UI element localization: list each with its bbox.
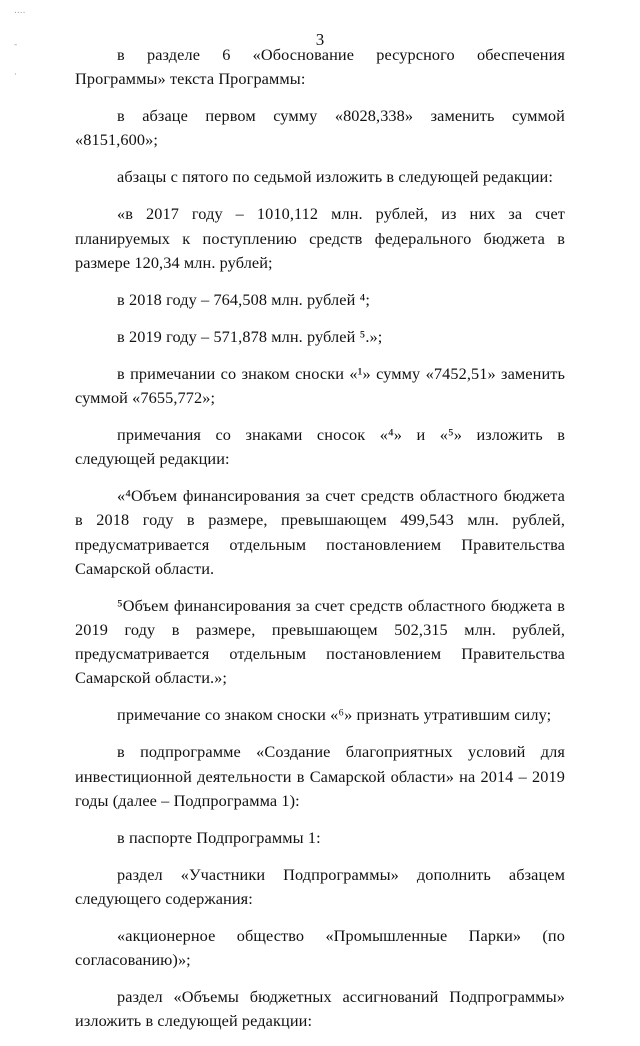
paragraph-passport: в паспорте Подпрограммы 1: [117, 827, 321, 847]
paragraph-footnote-5-text: ⁵Объем финансирования за счет средств областного бюджета в 2019 году в размере, превышающем 502,315 млн. рублей, предусматривается отдельным постановлением Правительства Самарской области.»; [75, 595, 565, 688]
paragraph-footnotes-4-5: примечания со знаками сносок «⁴» и «⁵» изложить в следующей редакции: [75, 425, 565, 469]
scan-mark-top: .... [14, 6, 26, 16]
paragraph-section-6: в разделе 6 «Обоснование ресурсного обеспечения Программы» текста Программы: [75, 45, 565, 89]
paragraph-first-abzac-sum: в абзаце первом сумму «8028,338» заменить суммой «8151,600»; [75, 106, 565, 150]
paragraph-subprogram-1: в подпрограмме «Создание благоприятных условий для инвестиционной деятельности в Самарской области» на 2014 – 2019 годы (далее – Подпрограмма 1): [75, 742, 565, 810]
paragraph-2019-year: в 2019 году – 571,878 млн. рублей ⁵.»; [117, 326, 383, 346]
paragraph-footnote-6-void: примечание со знаком сноски «⁶» признать утратившим силу; [117, 705, 552, 725]
paragraph-2018-year: в 2018 году – 764,508 млн. рублей ⁴; [117, 289, 370, 309]
paragraph-budget-allocations: раздел «Объемы бюджетных ассигнований Подпрограммы» изложить в следующей редакции: [75, 987, 565, 1031]
paragraph-footnote-4-text: «⁴Объем финансирования за счет средств областного бюджета в 2018 году в размере, превышающем 499,543 млн. рублей, предусматривается отдельным постановлением Правительства Самарской области. [75, 486, 565, 578]
paragraph-footnote-1-sum: в примечании со знаком сноски «¹» сумму «7452,51» заменить суммой «7655,772»; [75, 363, 565, 408]
paragraph-participants: раздел «Участники Подпрограммы» дополнить абзацем следующего содержания: [75, 864, 565, 909]
paragraph-2017-year: «в 2017 году – 1010,112 млн. рублей, из них за счет планируемых к поступлению средств федерального бюджета в размере 120,34 млн. рублей; [75, 204, 565, 272]
paragraph-abzacs-5-7: абзацы с пятого по седьмой изложить в следующей редакции: [117, 167, 553, 187]
page-number: 3 [315, 30, 325, 49]
paragraph-industrial-parks: «акционерное общество «Промышленные Парки» (по согласованию)»; [75, 926, 565, 970]
scan-mark-middle: - [14, 40, 18, 50]
document-body [75, 43, 565, 1046]
scan-mark-lower: · [14, 70, 17, 80]
